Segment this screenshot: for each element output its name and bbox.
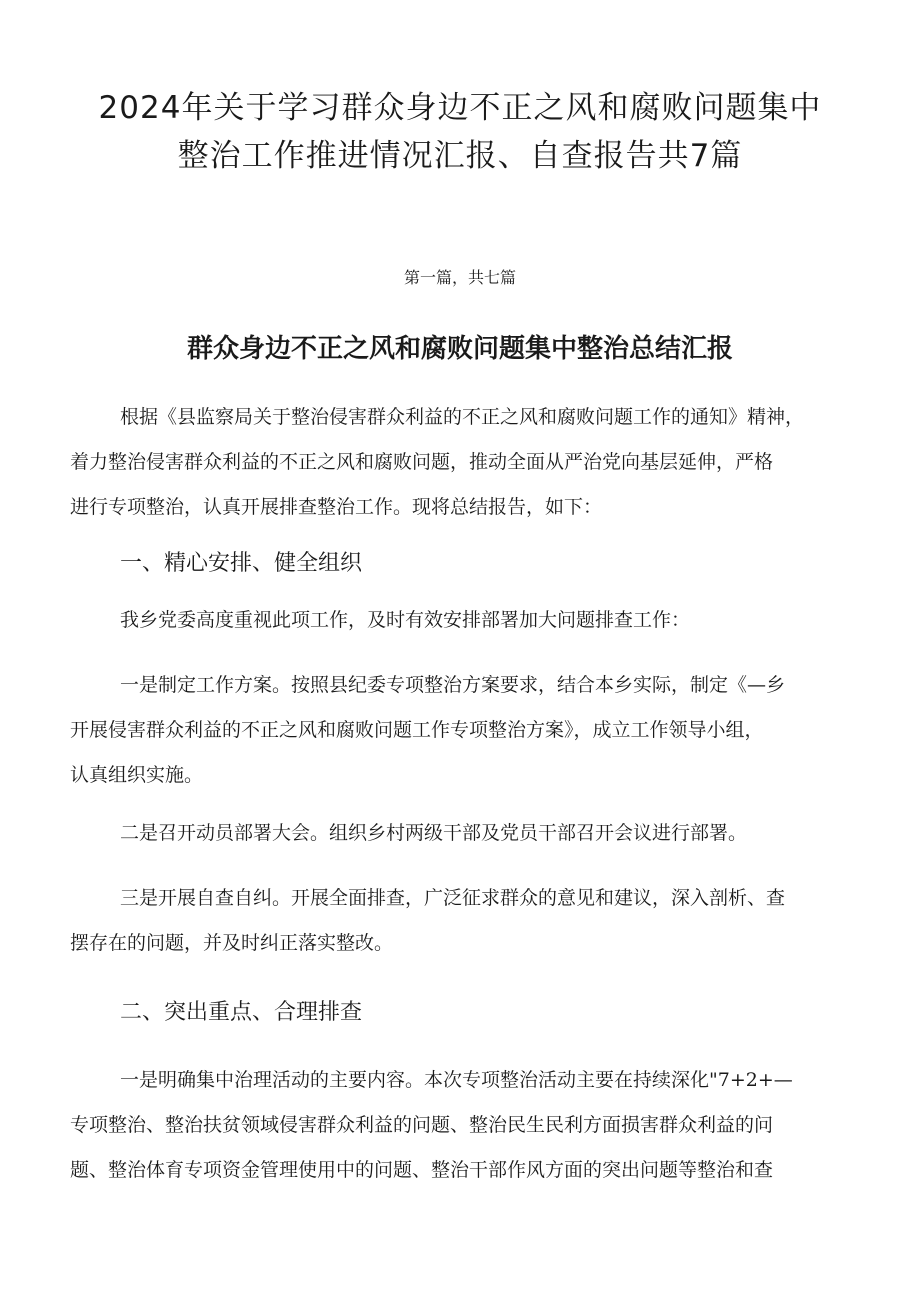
section-1-item-3-line-1: 三是开展自查自纠。开展全面排查，广泛征求群众的意见和建议，深入剖析、查 xyxy=(120,887,786,909)
section-2-item-1 xyxy=(70,1058,870,1193)
intro-line-3: 进行专项整治，认真开展排查整治工作。现将总结报告，如下： xyxy=(70,496,603,518)
section-1-item-1-line-3: 认真组织实施。 xyxy=(70,764,204,786)
document-title-line-2: 整治工作推进情况汇报、自查报告共7篇 xyxy=(177,138,743,174)
section-2-heading: 二、突出重点、合理排查 xyxy=(120,1000,363,1025)
section-1-lead xyxy=(70,598,870,643)
section-2-item-1-line-2: 专项整治、整治扶贫领域侵害群众利益的问题、整治民生民利方面损害群众利益的问 xyxy=(70,1114,774,1136)
section-1-heading: 一、精心安排、健全组织 xyxy=(120,551,363,576)
section-subtitle: 群众身边不正之风和腐败问题集中整治总结汇报 xyxy=(186,334,733,364)
intro-line-1: 根据《县监察局关于整治侵害群众利益的不正之风和腐败问题工作的通知》精神， xyxy=(120,406,805,428)
section-1-item-1-line-1: 一是制定工作方案。按照县纪委专项整治方案要求，结合本乡实际，制定《—乡 xyxy=(120,674,786,696)
section-2-item-1-line-1: 一是明确集中治理活动的主要内容。本次专项整治活动主要在持续深化"7+2+— xyxy=(120,1069,793,1091)
section-1-item-3 xyxy=(70,876,870,966)
section-1-item-2-line: 二是召开动员部署大会。组织乡村两级干部及党员干部召开会议进行部署。 xyxy=(120,822,748,844)
section-1-item-2 xyxy=(70,811,870,856)
intro-paragraph xyxy=(70,395,870,530)
section-1-item-1-line-2: 开展侵害群众利益的不正之风和腐败问题工作专项整治方案》，成立工作领导小组， xyxy=(70,719,764,741)
section-1-item-1 xyxy=(70,663,870,798)
section-1-item-3-line-2: 摆存在的问题，并及时纠正落实整改。 xyxy=(70,932,394,954)
intro-line-2: 着力整治侵害群众利益的不正之风和腐败问题，推动全面从严治党向基层延伸，严格 xyxy=(70,451,774,473)
document-title-line-1: 2024年关于学习群众身边不正之风和腐败问题集中 xyxy=(98,90,822,126)
section-2-item-1-line-3: 题、整治体育专项资金管理使用中的问题、整治干部作风方面的突出问题等整治和查 xyxy=(70,1159,774,1181)
section-1-lead-line: 我乡党委高度重视此项工作，及时有效安排部署加大问题排查工作： xyxy=(120,609,691,631)
part-label: 第一篇，共七篇 xyxy=(403,268,516,287)
